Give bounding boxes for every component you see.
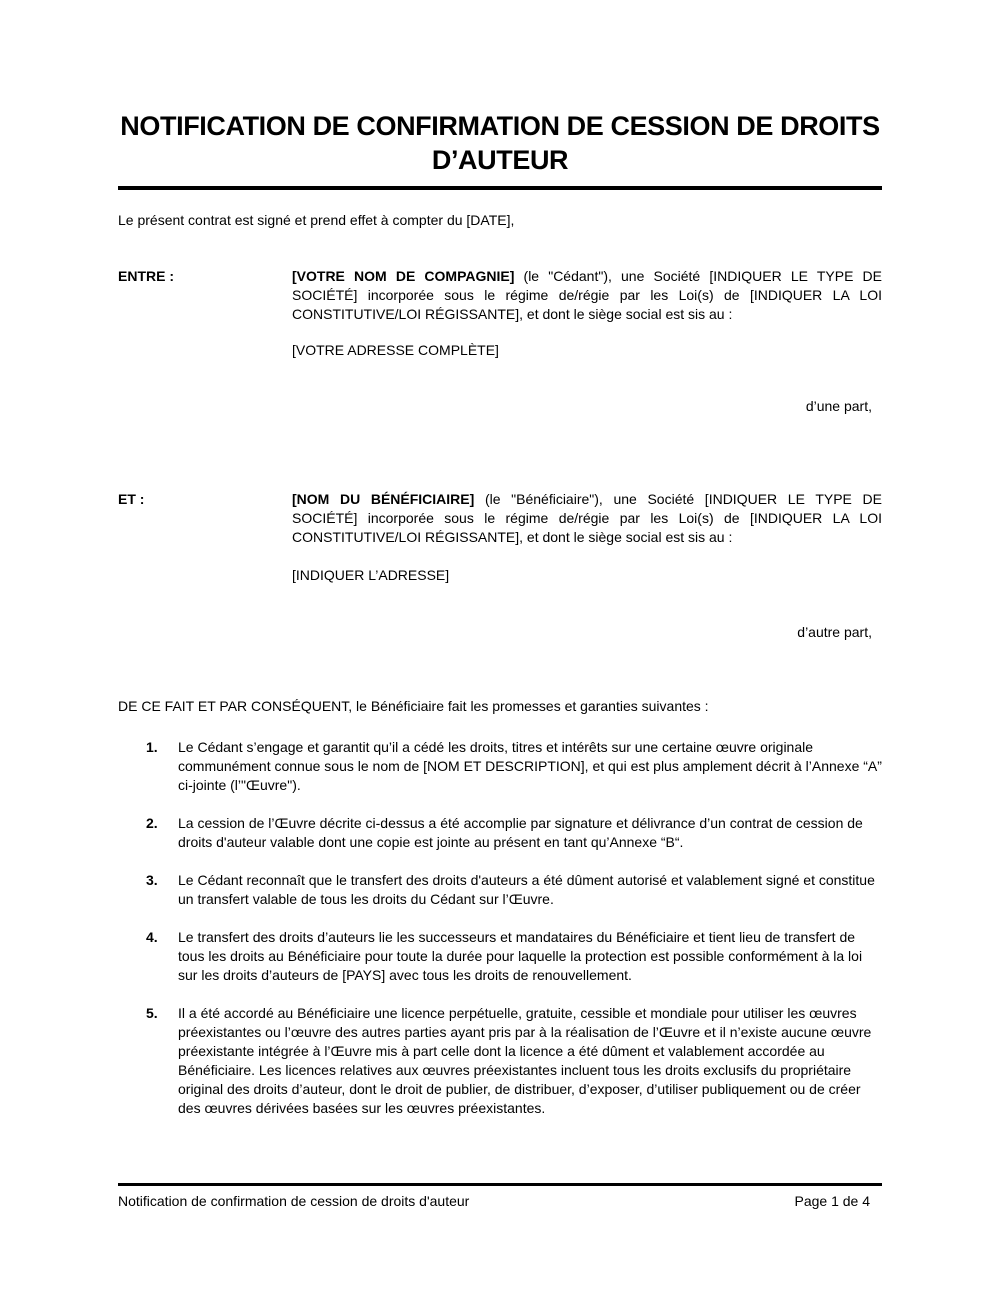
party-block-cedant bbox=[118, 267, 882, 360]
clause-text: La cession de l’Œuvre décrite ci-dessus a été accomplie par signature et délivrance d’un contrat de cession de droits d'auteur valable dont une copie est jointe au présent en tant qu’Annexe “B“. bbox=[178, 815, 863, 850]
footer-page-number: Page 1 de 4 bbox=[794, 1193, 870, 1209]
title-line-1: NOTIFICATION DE CONFIRMATION DE CESSION DE DROITS bbox=[120, 111, 880, 141]
party-paragraph bbox=[292, 267, 882, 324]
page-footer bbox=[118, 1183, 882, 1211]
clause-item bbox=[118, 928, 882, 985]
clauses-list bbox=[118, 738, 882, 1118]
clause-number: 3. bbox=[146, 872, 158, 888]
clause-item bbox=[118, 814, 882, 852]
party-address: [VOTRE ADRESSE COMPLÈTE] bbox=[292, 342, 499, 358]
party-name-placeholder: [VOTRE NOM DE COMPAGNIE] bbox=[292, 268, 515, 284]
clause-number: 1. bbox=[146, 739, 158, 755]
footer-document-title: Notification de confirmation de cession de droits d'auteur bbox=[118, 1193, 470, 1209]
party-content bbox=[292, 490, 882, 585]
clause-text: Le transfert des droits d’auteurs lie les successeurs et mandataires du Bénéficiaire et tient lieu de transfert de tous les droits au Bénéficiaire pour toute la durée pour laquelle la protection est possible conformément à la loi sur les droits d’auteurs de [PAYS] avec tous les droits de renouvellement. bbox=[178, 929, 863, 983]
party-label: ET : bbox=[118, 491, 145, 507]
title-line-2: D’AUTEUR bbox=[431, 145, 569, 175]
clause-item bbox=[118, 1004, 882, 1118]
part-note-first: d’une part, bbox=[805, 398, 872, 414]
clause-number: 2. bbox=[146, 815, 158, 831]
party-address: [INDIQUER L’ADRESSE] bbox=[292, 567, 450, 583]
party-block-beneficiaire bbox=[118, 490, 882, 585]
clause-item bbox=[118, 738, 882, 795]
part-note-second: d’autre part, bbox=[797, 624, 872, 640]
clause-text: Le Cédant s’engage et garantit qu’il a cédé les droits, titres et intérêts sur une certaine œuvre originale communément connue sous le nom de [NOM ET DESCRIPTION], et qui est plus amplement décrit à l’Annexe “A” ci-jointe (l’"Œuvre"). bbox=[178, 739, 882, 793]
clause-item bbox=[118, 871, 882, 909]
party-description: (le "Cédant"), une Société [INDIQUER LE TYPE DE SOCIÉTÉ] incorporée sous le régime de/régie par les Loi(s) de [INDIQUER LA LOI CONSTITUTIVE/LOI RÉGISSANTE], et dont le siège social est sis au : bbox=[292, 268, 882, 322]
party-content bbox=[292, 267, 882, 360]
clause-number: 4. bbox=[146, 929, 158, 945]
clause-number: 5. bbox=[146, 1005, 158, 1021]
clause-text: Il a été accordé au Bénéficiaire une licence perpétuelle, gratuite, cessible et mondiale pour utiliser les œuvres préexistantes ou l’œuvre des autres parties ayant pris par à la réalisation de l’Œuvre et il n’existe aucune œuvre préexistante intégrée à l’Œuvre mis à part celle dont la licence a été dûment et valablement accordée au Bénéficiaire. Les licences relatives aux œuvres préexistantes incluent tous les droits exclusifs du propriétaire original des droits d’auteur, dont le droit de publier, de distribuer, d’exposer, d’utiliser publiquement ou de créer des œuvres dérivées basées sur les œuvres préexistantes. bbox=[178, 1005, 872, 1116]
document-title bbox=[118, 0, 882, 177]
party-name-placeholder: [NOM DU BÉNÉFICIAIRE] bbox=[292, 491, 475, 507]
intro-line: Le présent contrat est signé et prend effet à compter du [DATE], bbox=[118, 212, 515, 228]
clause-text: Le Cédant reconnaît que le transfert des droits d'auteurs a été dûment autorisé et valablement signé et constitue un transfert valable de tous les droits du Cédant sur l’Œuvre. bbox=[178, 872, 875, 907]
party-description: (le "Bénéficiaire"), une Société [INDIQUER LE TYPE DE SOCIÉTÉ] incorporée sous le régime de/régie par les Loi(s) de [INDIQUER LA LOI CONSTITUTIVE/LOI RÉGISSANTE], et dont le siège social est sis au : bbox=[292, 491, 882, 545]
title-rule bbox=[118, 186, 882, 190]
lead-in-line: DE CE FAIT ET PAR CONSÉQUENT, le Bénéficiaire fait les promesses et garanties suivantes : bbox=[118, 698, 709, 714]
party-paragraph bbox=[292, 490, 882, 547]
party-label: ENTRE : bbox=[118, 268, 174, 284]
